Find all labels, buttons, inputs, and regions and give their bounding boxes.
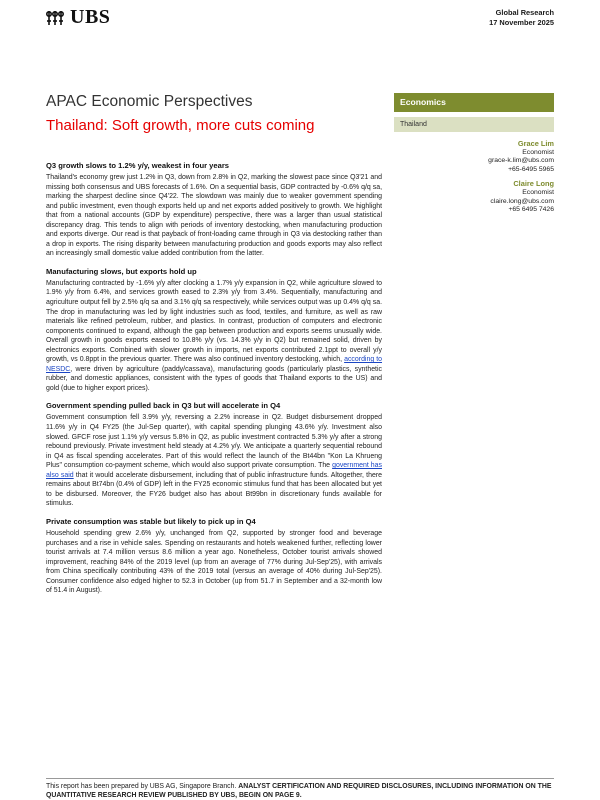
footer-text: This report has been prepared by UBS AG, Singapore Branch. — [46, 783, 239, 790]
section-manufacturing — [46, 267, 382, 394]
nesdc-link[interactable]: according to NESDC — [46, 356, 382, 373]
disclosure-footer — [46, 783, 554, 800]
analyst-name: Grace Lim — [517, 139, 554, 148]
series-title: APAC Economic Perspectives — [46, 93, 253, 110]
section-paragraph — [46, 413, 382, 508]
analyst-name: Claire Long — [513, 179, 554, 189]
analyst-email[interactable]: claire.long@ubs.com — [490, 197, 554, 205]
ubs-keys-icon — [44, 9, 66, 27]
section-government-spending — [46, 401, 382, 508]
report-meta — [489, 8, 554, 27]
footer-bold-text: ANALYST CERTIFICATION AND REQUIRED DISCLOSURES, INCLUDING INFORMATION ON THE QUANTITATIVE RESEARCH REVIEW PUBLISHED BY UBS, BEGIN ON PAGE 9. — [46, 783, 552, 799]
section-heading: Private consumption was stable but likely to pick up in Q4 — [46, 516, 256, 526]
section-paragraph: Household spending grew 2.6% y/y, unchanged from Q2, supported by stronger food and beverage purchases and a rise in vehicle sales. Spending on restaurants and hotels weakened further, reflecting lower tourist arrivals at 7.4 million versus 8.6 million a year ago. Nonetheless, October tourist arrivals showed improvement, reaching 84% of the 2019 level (up from an average of 77% during Jul-Sep'25), with arrivals from China specifically contributing 43% of the 2019 total (versus an average of 40% during Jul-Sep'25). Consumer confidence also edged higher to 52.3 in October (up from 51.7 in September and a 32-month low of 51.4 in August). — [46, 529, 382, 595]
research-label: Global Research — [495, 8, 554, 17]
section-private-consumption — [46, 517, 382, 596]
analyst-contact — [488, 180, 554, 214]
section-heading: Manufacturing slows, but exports hold up — [46, 266, 197, 276]
analyst-role: Economist — [522, 188, 554, 196]
brand-name: UBS — [70, 6, 111, 28]
analyst-contacts — [488, 140, 554, 221]
report-body — [46, 161, 382, 604]
ubs-logo — [44, 6, 110, 29]
section-heading: Q3 growth slows to 1.2% y/y, weakest in four years — [46, 161, 230, 170]
report-title: Thailand: Soft growth, more cuts coming — [46, 117, 315, 134]
category-tag: Economics — [394, 93, 554, 112]
section-paragraph: Thailand's economy grew just 1.2% in Q3, down from 2.8% in Q2, marking the slowest pace since Q3'21 and missing both consensus and UBS forecasts of 1.6%. On a sequential basis, GDP contracted by -0.6% q/q sa, marking the sharpest decline since Q4'22. The slowdown was mainly due to weaker government spending and public investment, even though exports held up and net exports added positively to growth. We highlight that from a national accounts (GDP by expenditure) perspective, there was a larger than usual statistical discrepancy drag. This tends to align with periods of inventory destocking, when manufacturing production and exports diverge. Our read is that payback of front-loading came through in Q3 via destocking rather than a drop in exports. The rising disparity between manufacturing production and goods exports may also reflect an increasingly small domestic value added contribution from the latter. — [46, 174, 382, 258]
paragraph-text: Government consumption fell 3.9% y/y, reversing a 2.2% increase in Q2. Budget disbursement dropped 11.6% y/y in Q4 FY25 (the Jul-Sep quarter), with capital spending plunging 43.6% y/y. Investment also slowed. GFCF rose just 1.1% y/y versus 5.8% in Q2, as public investment contracted 5.3% y/y after a strong rebound previously. Private investment held steady at 4.2% y/y. We anticipate a quarterly sequential rebound in Q4 as fiscal spending accelerates. Part of this would reflect the launch of the Bt44bn "Kon La Khrueng Plus" consumption co-payment scheme, which would also support private consumption. The — [46, 414, 382, 470]
paragraph-text: , were driven by agriculture (paddy/cassava), manufacturing goods (particularly plastics, synthetic rubber, and domestic appliances, consistent with the types of goods that Thailand exports to the US) and gold (due to higher export prices). — [46, 365, 382, 392]
government-link[interactable]: government has also said — [46, 462, 382, 479]
paragraph-text: that it would accelerate disbursement, including that of public infrastructure funds. Altogether, there remains about Bt74bn (0.4% of GDP) left in the FY25 economic stimulus fund that has been allocated but yet to be disbursed. Moreover, the FY26 budget also has about Bt99bn in discretionary funds available for stimulus. — [46, 471, 382, 508]
footer-divider — [46, 778, 554, 779]
analyst-role: Economist — [522, 148, 554, 156]
report-date: 17 November 2025 — [489, 17, 554, 27]
analyst-contact — [488, 140, 554, 174]
country-tag: Thailand — [394, 117, 554, 132]
paragraph-text: Manufacturing contracted by -1.6% y/y after clocking a 1.7% y/y expansion in Q2, while agriculture slowed to 1.9% y/y from 6.4%, and services growth eased to 2.3% y/y from 3.4%. Sequentially, manufacturing and agriculture output fell by 2.5% q/q sa and 3.1% q/q sa respectively, while services output was up 0.4% q/q sa. The drop in manufacturing was led by light industries such as food, textiles, and furniture, as well as raw materials like refined petroleum, rubber, and plastics. In contrast, production of computers and electronic components continued to expand, although the gap between production and exports seems unusually wide. Overall growth in goods exports eased to 10.8% y/y (vs. 14.3% y/y in Q2) but remained solid, driven by electronics exports. Combined with slower growth in imports, net exports contributed 2.1ppt to overall y/y growth, vs 0.8ppt in the previous quarter. There was also continued inventory destocking, which, — [46, 279, 382, 364]
section-q3-growth — [46, 161, 382, 259]
section-heading: Government spending pulled back in Q3 but will accelerate in Q4 — [46, 401, 281, 411]
analyst-phone: +65-6495 5965 — [508, 165, 554, 173]
analyst-phone: +65 6495 7426 — [508, 206, 554, 214]
section-paragraph — [46, 279, 382, 394]
analyst-email[interactable]: grace-k.lim@ubs.com — [488, 157, 554, 165]
